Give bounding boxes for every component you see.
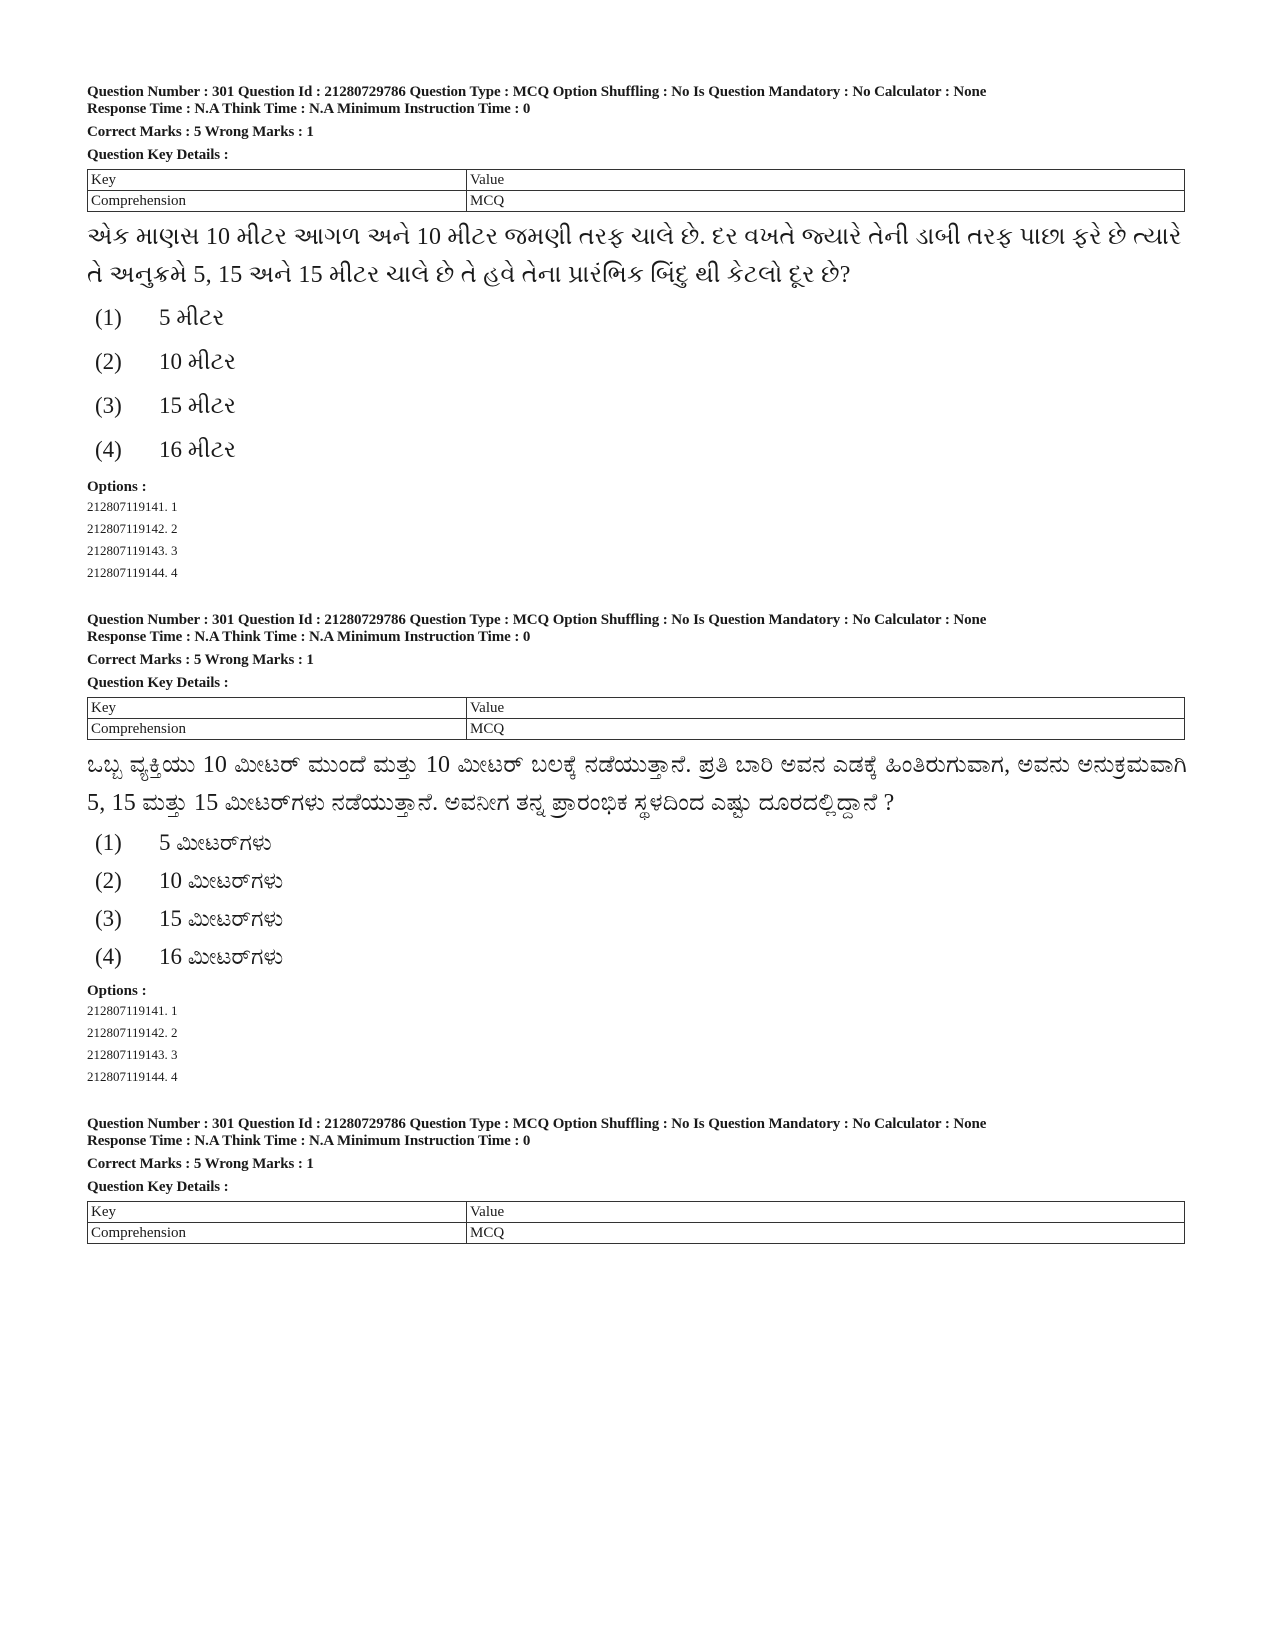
question-meta-line-2: Response Time : N.A Think Time : N.A Minimum Instruction Time : 0 [87, 629, 531, 645]
marks-line: Correct Marks : 5 Wrong Marks : 1 [87, 652, 314, 668]
option-id: 212807119142. 2 [87, 521, 178, 536]
option-number: (2) [95, 349, 122, 374]
option-text: 16 મીટર [159, 437, 236, 462]
answer-options [87, 824, 1187, 976]
option-text: 5 મીટર [159, 305, 225, 330]
key-value-table [87, 697, 1185, 740]
table-header-value: Value [467, 1202, 1185, 1223]
option-id: 212807119143. 3 [87, 1047, 178, 1062]
key-details-heading: Question Key Details : [87, 675, 229, 691]
marks-line: Correct Marks : 5 Wrong Marks : 1 [87, 124, 314, 140]
answer-option [87, 862, 1187, 900]
question-meta-line-2: Response Time : N.A Think Time : N.A Minimum Instruction Time : 0 [87, 101, 531, 117]
option-id: 212807119144. 4 [87, 565, 178, 580]
option-id: 212807119142. 2 [87, 1025, 178, 1040]
question-text: એક માણસ 10 મીટર આગળ અને 10 મીટર જમણી તરફ ચાલે છે. દર વખતે જ્યારે તેની ડાબી તરફ પાછા ફરે છે ત્યારે તે અનુક્રમે 5, 15 અને 15 મીટર ચાલે છે તે હવે તેના પ્રારંભિક બિંદુ થી કેટલો દૂર છે? [87, 224, 1182, 288]
question-block-gujarati [87, 84, 1187, 584]
key-value-table [87, 169, 1185, 212]
answer-option [87, 900, 1187, 938]
option-text: 5 ಮೀಟರ್‌ಗಳು [159, 830, 272, 855]
question-meta-line-1: Question Number : 301 Question Id : 21280729786 Question Type : MCQ Option Shuffling : No Is Question Mandatory : No Calculator : None [87, 84, 987, 100]
question-meta-line-1: Question Number : 301 Question Id : 21280729786 Question Type : MCQ Option Shuffling : No Is Question Mandatory : No Calculator : None [87, 1116, 987, 1132]
option-text: 15 મીટર [159, 393, 236, 418]
question-meta [87, 612, 1187, 692]
option-text: 10 ಮೀಟರ್‌ಗಳು [159, 868, 284, 893]
option-number: (3) [95, 906, 122, 931]
option-number: (2) [95, 868, 122, 893]
option-number: (1) [95, 305, 122, 330]
option-number: (4) [95, 437, 122, 462]
table-row [88, 719, 1185, 740]
table-row [88, 170, 1185, 191]
option-id-list [87, 496, 1187, 584]
key-details-heading: Question Key Details : [87, 147, 229, 163]
document-page [87, 84, 1187, 1272]
option-id: 212807119141. 1 [87, 1003, 178, 1018]
table-header-key: Key [88, 1202, 467, 1223]
question-block-kannada [87, 612, 1187, 1088]
table-header-key: Key [88, 698, 467, 719]
table-row [88, 1223, 1185, 1244]
question-text: ಒಬ್ಬ ವ್ಯಕ್ತಿಯು 10 ಮೀಟರ್ ಮುಂದೆ ಮತ್ತು 10 ಮೀಟರ್ ಬಲಕ್ಕೆ ನಡೆಯುತ್ತಾನೆ. ಪ್ರತಿ ಬಾರಿ ಅವನ ಎಡಕ್ಕೆ ಹಿಂತಿರುಗುವಾಗ, ಅವನು ಅನುಕ್ರಮವಾಗಿ 5, 15 ಮತ್ತು 15 ಮೀಟರ್‌ಗಳು ನಡೆಯುತ್ತಾನೆ. ಅವನೀಗ ತನ್ನ ಪ್ರಾರಂಭಿಕ ಸ್ಥಳದಿಂದ ಎಷ್ಟು ದೂರದಲ್ಲಿದ್ದಾನೆ ? [87, 752, 1187, 816]
question-meta [87, 1116, 1187, 1196]
marks-line: Correct Marks : 5 Wrong Marks : 1 [87, 1156, 314, 1172]
option-text: 16 ಮೀಟರ್‌ಗಳು [159, 944, 284, 969]
table-cell-key: Comprehension [88, 1223, 467, 1244]
option-text: 15 ಮೀಟರ್‌ಗಳು [159, 906, 284, 931]
table-cell-value: MCQ [467, 719, 1185, 740]
key-value-table [87, 1201, 1185, 1244]
options-heading: Options : [87, 983, 147, 999]
options-heading: Options : [87, 479, 147, 495]
question-meta [87, 84, 1187, 164]
option-id: 212807119144. 4 [87, 1069, 178, 1084]
option-id-list [87, 1000, 1187, 1088]
option-id: 212807119141. 1 [87, 499, 178, 514]
question-block-next [87, 1116, 1187, 1244]
question-meta-line-2: Response Time : N.A Think Time : N.A Minimum Instruction Time : 0 [87, 1133, 531, 1149]
key-details-heading: Question Key Details : [87, 1179, 229, 1195]
table-cell-value: MCQ [467, 1223, 1185, 1244]
table-cell-value: MCQ [467, 191, 1185, 212]
table-row [88, 1202, 1185, 1223]
answer-option [87, 296, 1187, 340]
table-row [88, 191, 1185, 212]
answer-option [87, 938, 1187, 976]
option-number: (3) [95, 393, 122, 418]
answer-option [87, 340, 1187, 384]
answer-option [87, 428, 1187, 472]
table-cell-key: Comprehension [88, 719, 467, 740]
answer-options [87, 296, 1187, 472]
option-id: 212807119143. 3 [87, 543, 178, 558]
table-header-value: Value [467, 698, 1185, 719]
table-cell-key: Comprehension [88, 191, 467, 212]
table-header-key: Key [88, 170, 467, 191]
option-text: 10 મીટર [159, 349, 236, 374]
table-header-value: Value [467, 170, 1185, 191]
option-number: (1) [95, 830, 122, 855]
answer-option [87, 384, 1187, 428]
option-number: (4) [95, 944, 122, 969]
table-row [88, 698, 1185, 719]
answer-option [87, 824, 1187, 862]
question-meta-line-1: Question Number : 301 Question Id : 21280729786 Question Type : MCQ Option Shuffling : No Is Question Mandatory : No Calculator : None [87, 612, 987, 628]
